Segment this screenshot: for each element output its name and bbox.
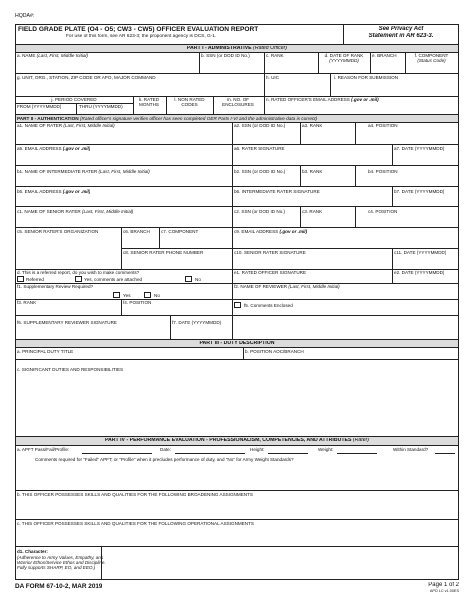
rated-officer-email-label: n. RATED OFFICER'S EMAIL ADDRESS (.gov or .mil) [266, 97, 379, 102]
supplementary-yes-checkbox[interactable] [113, 292, 120, 298]
nonrated-codes-label-2: CODES [181, 102, 198, 107]
part3-title: PART III - DUTY DESCRIPTION [199, 341, 275, 346]
supplementary-review-question: f1. Supplementary Review Required? [17, 284, 94, 289]
uic-label: h. UIC [266, 75, 280, 80]
enclosures-label-2: ENCLOSURES [222, 102, 254, 107]
comments-enclosed-checkbox[interactable] [234, 302, 241, 308]
significant-duties-label: c. SIGNIFICANT DUTIES AND RESPONSIBILITIES [17, 367, 124, 372]
branch-label: e. BRANCH [372, 53, 397, 58]
comments-enclosed-label: f5. Comments Enclosed [244, 303, 293, 308]
character-desc-line1: (Adherence to Army Values, Empathy, and [17, 555, 104, 560]
reviewer-position-label: f4. POSITION [123, 300, 152, 305]
privacy-act-line2: Statement in AR 623-3. [368, 33, 434, 39]
thru-label: THRU (YYYYMMDD) [79, 104, 123, 109]
supplementary-yes-label: Yes [123, 293, 131, 298]
enclosures-label-1: m. NO. OF [226, 97, 250, 102]
rated-months-label-1: k. RATED [138, 97, 160, 102]
position-aoc-branch-label: b. POSITION AOC/BRANCH [245, 349, 304, 354]
supplementary-no-label: No [154, 293, 160, 298]
senior-rater-rank-label: c3. RANK [302, 209, 323, 214]
apft-date-label: Date: [160, 447, 171, 452]
comments-attached-label: Yes, comments are attached [84, 277, 143, 282]
component-hint: (Status Code) [417, 58, 446, 63]
senior-rater-email-label: c9. EMAIL ADDRESS (.gov or .mil) [234, 229, 308, 234]
character-desc-line2: Warrior Ethos/Service Ethos and Discipline. [17, 560, 106, 565]
senior-rater-name-label: c1. NAME OF SENIOR RATER (Last, First, Middle Initial) [17, 209, 134, 214]
intermediate-rater-rank-label: b3. RANK [302, 169, 323, 174]
intermediate-rater-name-label: b1. NAME OF INTERMEDIATE RATER (Last, First, Middle Initial) [17, 169, 150, 174]
part1-title: PART I - ADMINISTRATIVE (Rated Officer) [186, 46, 288, 51]
within-standard-label: Within Standard? [393, 447, 429, 452]
supplementary-reviewer-signature-label: f6. SUPPLEMENTARY REVIEWER SIGNATURE [17, 320, 117, 325]
referred-label: Referred [26, 277, 44, 282]
supplementary-reviewer-date-label: f7. DATE (YYYYMMDD) [172, 320, 222, 325]
senior-rater-component-label: c7. COMPONENT [161, 229, 199, 234]
comments-required-note: Comments required for "Failed" APFT; or "Profile" when it precludes performance of duty, and "No" for Army Weight Standards? [35, 457, 294, 462]
character-desc-line3: Fully supports SHARP, EO, and EEO.) [17, 565, 96, 570]
intermediate-rater-date-label: b7. DATE (YYYYMMDD) [394, 189, 445, 194]
component-label: f. COMPONENT [414, 53, 449, 58]
nonrated-codes-label-1: l. NON RATED [174, 97, 205, 102]
form-number: DA FORM 67-10-2, MAR 2019 [15, 583, 103, 590]
hqda-label: HQDA#: [15, 13, 35, 19]
referred-checkbox[interactable] [17, 276, 24, 282]
rater-signature-label: a6. RATER SIGNATURE [234, 146, 285, 151]
senior-rater-org-label: c5. SENIOR RATER'S ORGANIZATION [17, 229, 99, 234]
referred-report-question: d. This is a referred report, do you wish to make comments? [17, 270, 140, 275]
senior-rater-position-label: c4. POSITION [368, 209, 398, 214]
rater-ssn-label: a2. SSN (or DOD ID No.) [234, 123, 286, 128]
rated-officer-signature-label: e1. RATED OFFICER SIGNATURE [234, 270, 307, 275]
rater-name-label: a1. NAME OF RATER (Last, First, Middle Initial) [17, 123, 115, 128]
broadening-assignments-label: b. THIS OFFICER POSSESSES SKILLS AND QUALITIES FOR THE FOLLOWING BROADENING ASSIGNMENTS [17, 492, 253, 497]
supplementary-no-checkbox[interactable] [144, 292, 151, 298]
rater-rank-label: a3. RANK [302, 123, 323, 128]
rated-officer-date-label: e2. DATE (YYYYMMDD) [394, 270, 445, 275]
senior-rater-signature-label: c10. SENIOR RATER SIGNATURE [234, 250, 306, 255]
form-title: FIELD GRADE PLATE (O4 - O5; CW3 - CW5) OFFICER EVALUATION REPORT [18, 26, 259, 33]
part4-title: PART IV - PERFORMANCE EVALUATION - PROFESSIONALISM, COMPETENCIES, AND ATTRIBUTES (Rater) [104, 438, 370, 443]
rater-position-label: a4. POSITION [368, 123, 398, 128]
character-label: d1. Character: [17, 549, 48, 554]
no-label: No [195, 277, 201, 282]
part2-title: PART II - AUTHENTICATION (Rated officer's signature verifies officer has seen completed OER Parts I-VI and the administrative data is correct) [17, 116, 318, 121]
page-number: Page 1 of 2 [428, 582, 459, 588]
name-label: a. NAME (Last, First, Middle Initial) [17, 53, 88, 58]
rated-months-label-2: MONTHS [139, 102, 159, 107]
principal-duty-title-label: a. PRINCIPAL DUTY TITLE [17, 349, 74, 354]
height-label: Height: [250, 447, 265, 452]
privacy-act-line1: See Privacy Act [378, 26, 424, 32]
rater-email-label: a5. EMAIL ADDRESS (.gov or .mil) [17, 146, 91, 151]
form-subtitle: For use of this form, see AR 623-3; the proponent agency is DCS, G-1. [66, 34, 217, 39]
rater-date-label: a7. DATE (YYYYMMDD) [394, 146, 445, 151]
date-of-rank-label: d. DATE OF RANK [324, 53, 364, 58]
senior-rater-phone-label: c8. SENIOR RATER PHONE NUMBER [123, 250, 204, 255]
reason-label: i. REASON FOR SUBMISSION [334, 75, 399, 80]
form-version: APD LC v1.00ES [429, 589, 459, 593]
senior-rater-ssn-label: c2. SSN (or DOD ID No.) [234, 209, 286, 214]
rank-label: c. RANK [266, 53, 284, 58]
intermediate-rater-email-label: b5. EMAIL ADDRESS (.gov or .mil) [17, 189, 91, 194]
from-label: FROM (YYYYMMDD) [17, 104, 62, 109]
date-of-rank-format: (YYYYMMDD) [329, 58, 359, 63]
senior-rater-date-label: c11. DATE (YYYYMMDD) [394, 250, 447, 255]
intermediate-rater-signature-label: b6. INTERMEDIATE RATER SIGNATURE [234, 189, 320, 194]
ssn-label: b. SSN (or DOD ID No.) [201, 53, 250, 58]
unit-label: g. UNIT, ORG., STATION, ZIP CODE OR APO, MAJOR COMMAND [17, 75, 156, 80]
senior-rater-branch-label: c6. BRANCH [123, 229, 150, 234]
intermediate-rater-position-label: b4. POSITION [368, 169, 398, 174]
apft-label: a. APFT Pass/Fail/Profile: [17, 447, 70, 452]
period-covered-label: j. PERIOD COVERED [51, 97, 97, 102]
weight-label: Weight: [318, 447, 334, 452]
reviewer-rank-label: f3. RANK [17, 300, 37, 305]
reviewer-name-label: f2. NAME OF REVIEWER (Last, First, Middle Initial) [234, 284, 340, 289]
no-comments-checkbox[interactable] [185, 276, 192, 282]
operational-assignments-label: c. THIS OFFICER POSSESSES SKILLS AND QUALITIES FOR THE FOLLOWING OPERATIONAL ASSIGNMENTS [17, 521, 254, 526]
comments-attached-checkbox[interactable] [75, 276, 82, 282]
intermediate-rater-ssn-label: b2. SSN (or DOD ID No.) [234, 169, 286, 174]
